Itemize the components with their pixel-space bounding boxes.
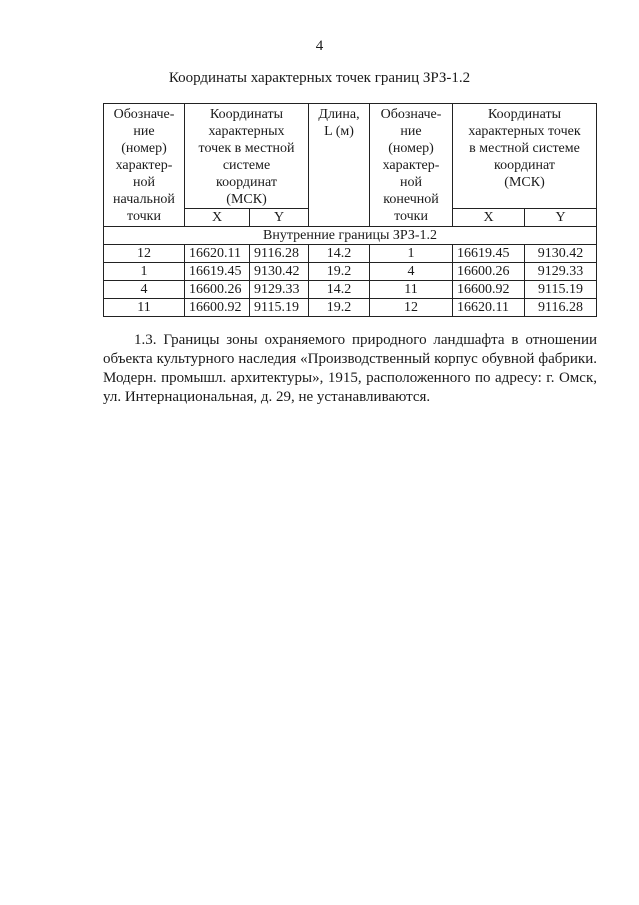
start-point-cell: 12 (104, 245, 185, 263)
length-cell: 19.2 (309, 299, 370, 317)
section-row (104, 227, 597, 245)
end-point-cell: 4 (370, 263, 453, 281)
table-title: Координаты характерных точек границ ЗРЗ-1.2 (168, 70, 471, 86)
y2-cell: 9115.19 (525, 281, 597, 299)
end-point-cell: 11 (370, 281, 453, 299)
page-number: 4 (315, 38, 324, 54)
x-header-end: X (453, 209, 525, 227)
start-point-cell: 4 (104, 281, 185, 299)
table-row (104, 263, 597, 281)
table-row (104, 299, 597, 317)
y1-cell: 9130.42 (250, 263, 309, 281)
table-header-row (104, 104, 597, 209)
x2-cell: 16619.45 (453, 245, 525, 263)
y1-cell: 9116.28 (250, 245, 309, 263)
x1-cell: 16620.11 (185, 245, 250, 263)
end-point-cell: 12 (370, 299, 453, 317)
start-point-header-last-line: точки (127, 209, 161, 224)
y-header-start: Y (250, 209, 309, 227)
x1-cell: 16619.45 (185, 263, 250, 281)
start-coords-header: Координаты характерных точек в местной системе координат (МСК) (185, 104, 309, 209)
x2-cell: 16600.92 (453, 281, 525, 299)
start-point-cell: 1 (104, 263, 185, 281)
length-header: Длина, L (м) (309, 104, 370, 227)
end-coords-header: Координаты характерных точек в местной системе координат (МСК) (453, 104, 597, 209)
x-header-start: X (185, 209, 250, 227)
note-text: 1.3. Границы зоны охраняемого природного ландшафта в отношении объекта культурного наследия «Производственный корпус обувной фабрики. Модерн. промышл. архитектуры», 1915, расположенного по адресу: г. Омск, ул. Интернациональная, д. 29, не устанавливаются. (103, 332, 597, 405)
y2-cell: 9130.42 (525, 245, 597, 263)
end-point-cell: 1 (370, 245, 453, 263)
y1-cell: 9129.33 (250, 281, 309, 299)
x1-cell: 16600.92 (185, 299, 250, 317)
table-row (104, 245, 597, 263)
y2-cell: 9116.28 (525, 299, 597, 317)
coordinates-table (103, 103, 597, 317)
y-header-end: Y (525, 209, 597, 227)
end-point-header: Обозначе- ние (номер) характер- ной конечной точки (370, 104, 453, 227)
x2-cell: 16620.11 (453, 299, 525, 317)
length-cell: 14.2 (309, 245, 370, 263)
table-row (104, 281, 597, 299)
note-paragraph (103, 331, 597, 407)
length-cell: 14.2 (309, 281, 370, 299)
y2-cell: 9129.33 (525, 263, 597, 281)
section-label: Внутренние границы ЗРЗ-1.2 (104, 227, 597, 245)
start-point-header: Обозначе- ние (номер) характер- ной начальной точки (104, 104, 185, 227)
x1-cell: 16600.26 (185, 281, 250, 299)
y1-cell: 9115.19 (250, 299, 309, 317)
x2-cell: 16600.26 (453, 263, 525, 281)
length-cell: 19.2 (309, 263, 370, 281)
start-point-cell: 11 (104, 299, 185, 317)
